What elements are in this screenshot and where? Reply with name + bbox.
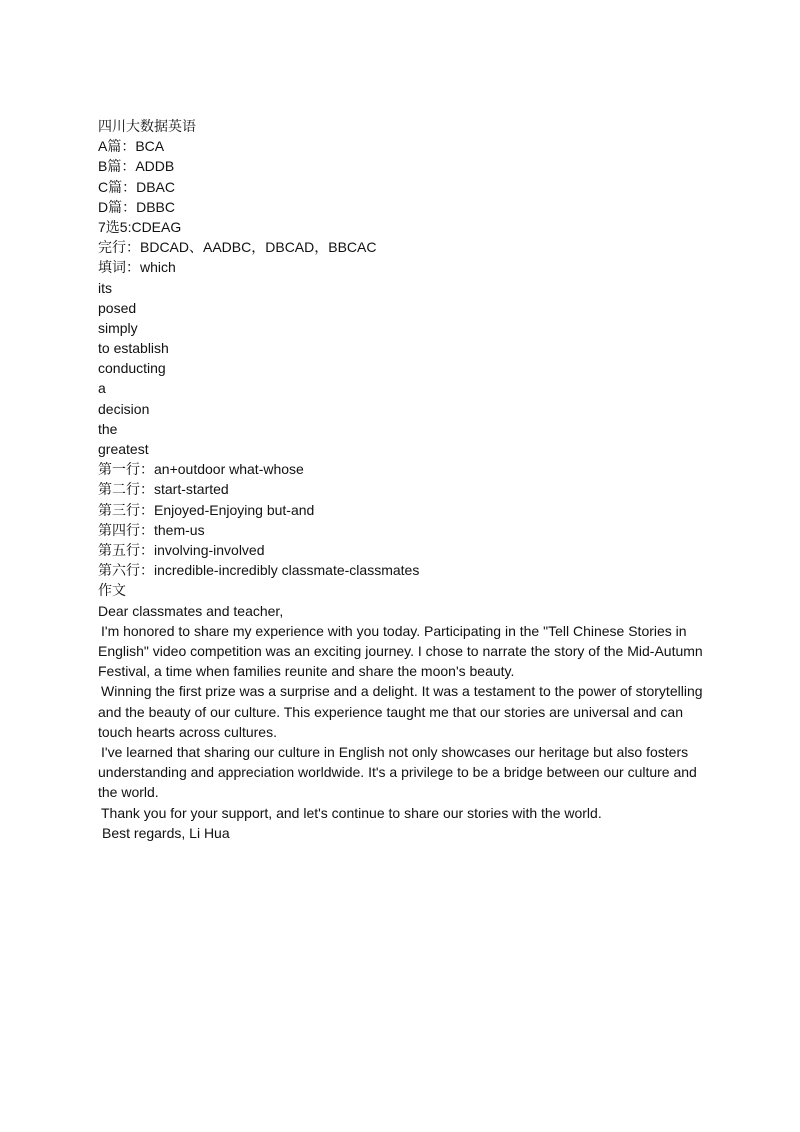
fill-blank-word: conducting: [98, 360, 166, 377]
fill-blank-word: a: [98, 380, 106, 397]
fill-blank-word: simply: [98, 319, 138, 336]
fill-blank-word: its: [98, 279, 112, 296]
correction-line: 第一行：an+outdoor what-whose: [98, 461, 304, 478]
answer-line-seven-choose-five: 7选5:CDEAG: [98, 218, 182, 235]
fill-blank-label: 填词：which: [98, 259, 176, 276]
essay-closing: Best regards, Li Hua: [102, 824, 230, 841]
answer-line-a: A篇：BCA: [98, 138, 165, 155]
correction-line: 第二行：start-started: [98, 481, 229, 498]
correction-line: 第五行：involving-involved: [98, 541, 265, 558]
fill-blank-word: posed: [98, 299, 137, 316]
answer-line-b: B篇：ADDB: [98, 158, 175, 175]
answer-line-cloze: 完行：BDCAD、AADBC，DBCAD，BBCAC: [98, 239, 377, 256]
fill-blank-word: the: [98, 420, 118, 437]
correction-line: 第四行：them-us: [98, 521, 205, 538]
correction-line: 第六行：incredible-incredibly classmate-classmates: [98, 562, 420, 579]
answer-document: [98, 116, 710, 843]
essay-paragraph: I've learned that sharing our culture in English not only showcases our heritage but also fosters understanding and appreciation worldwide. It's a privilege to be a bridge between our culture and the world.: [98, 743, 697, 801]
essay-paragraph: I'm honored to share my experience with you today. Participating in the "Tell Chinese Stories in English" video competition was an exciting journey. I chose to narrate the story of the Mid-Autumn Festival, a time when families reunite and share the moon's beauty.: [98, 622, 703, 680]
answer-line-c: C篇：DBAC: [98, 178, 176, 195]
answer-line-d: D篇：DBBC: [98, 198, 176, 215]
essay-heading: 作文: [98, 582, 126, 599]
essay-paragraph: Thank you for your support, and let's continue to share our stories with the world.: [101, 804, 602, 821]
essay-paragraph: Winning the first prize was a surprise and a delight. It was a testament to the power of storytelling and the beauty of our culture. This experience taught me that our stories are universal and can touch hearts across cultures.: [98, 683, 703, 740]
fill-blank-word: decision: [98, 400, 150, 417]
fill-blank-word: greatest: [98, 441, 149, 457]
essay-salutation: Dear classmates and teacher,: [98, 602, 284, 619]
document-title: 四川大数据英语: [98, 118, 196, 134]
correction-line: 第三行：Enjoyed-Enjoying but-and: [98, 501, 315, 518]
essay-body: [98, 601, 710, 843]
fill-blank-word: to establish: [98, 340, 169, 357]
